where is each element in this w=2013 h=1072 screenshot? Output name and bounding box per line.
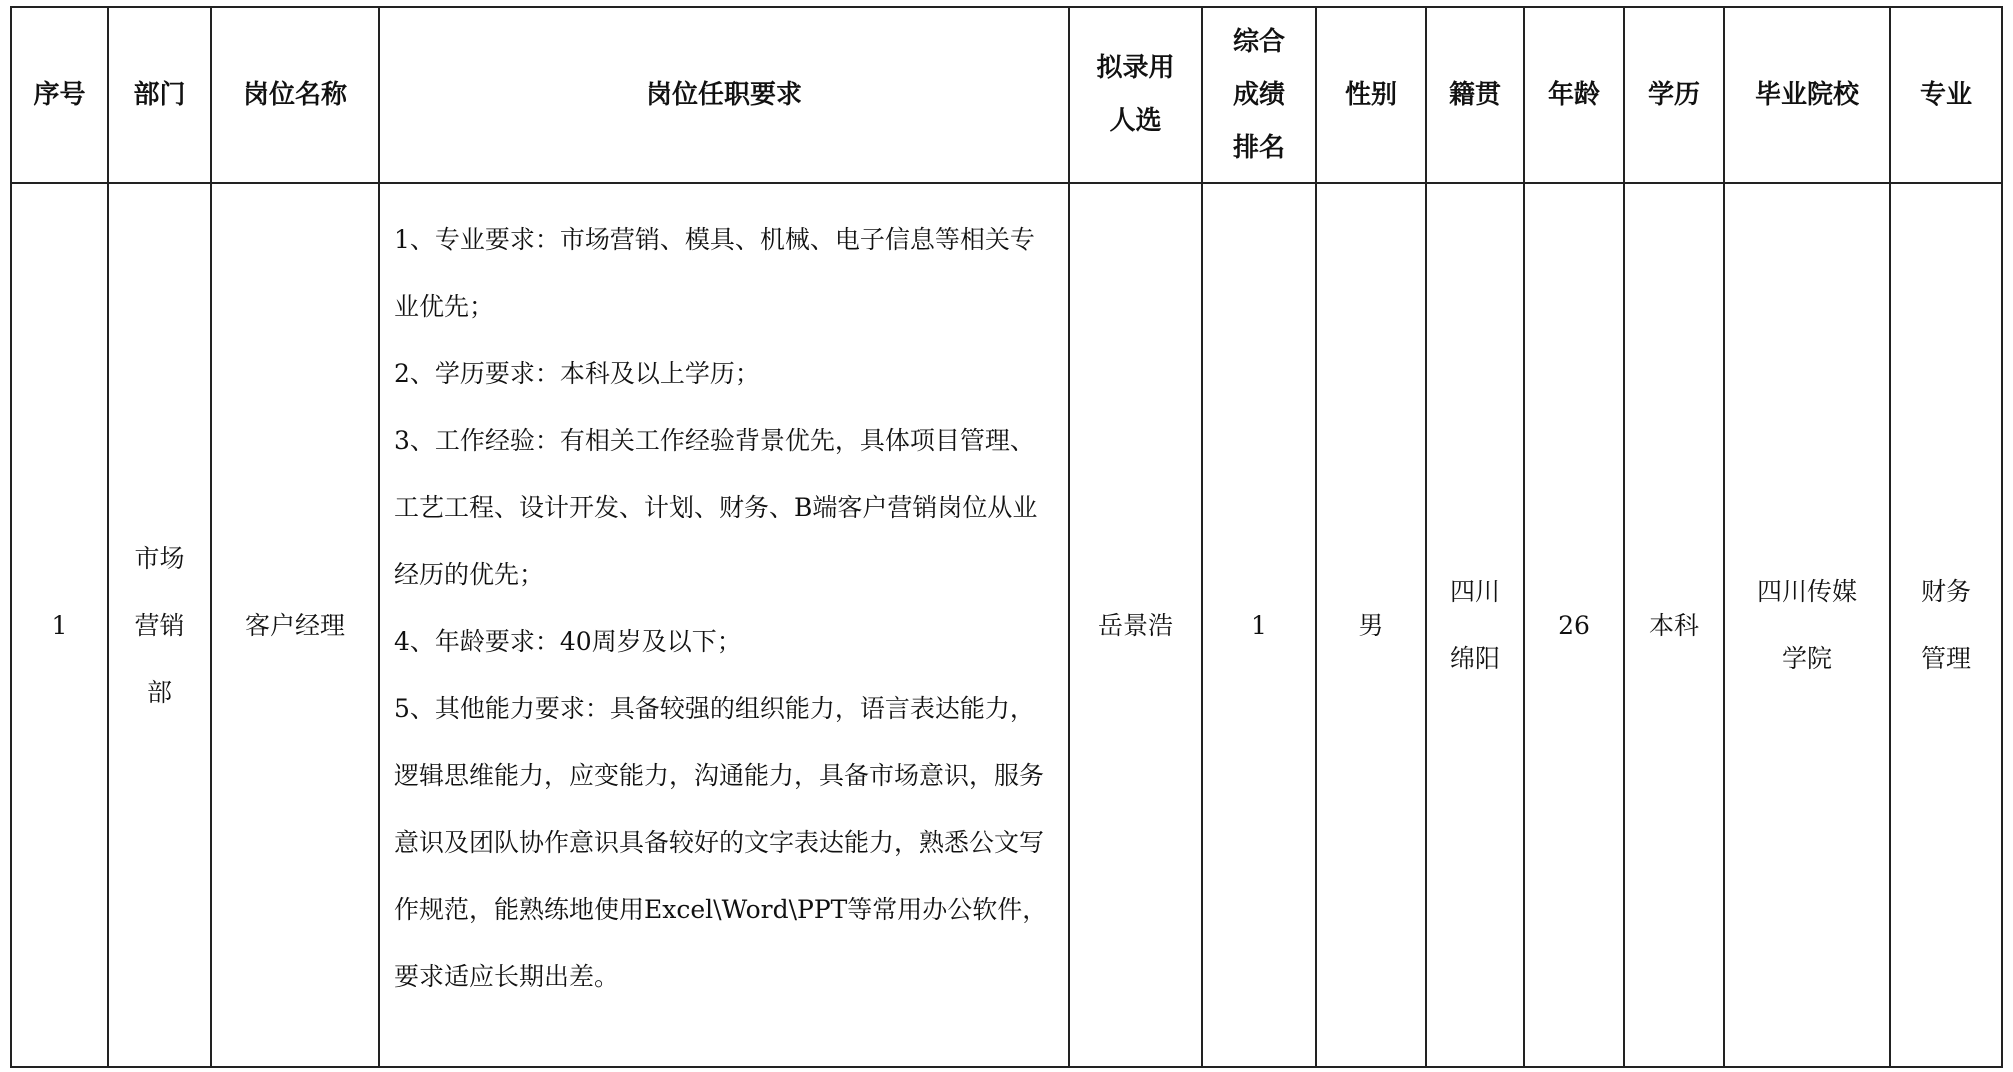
cell-gender: 男 — [1316, 183, 1426, 1067]
header-index: 序号 — [11, 7, 108, 183]
requirement-item: 1、专业要求：市场营销、模具、机械、电子信息等相关专业优先； — [394, 225, 1035, 321]
header-department: 部门 — [108, 7, 211, 183]
recruitment-table — [10, 6, 2003, 1068]
header-row — [11, 7, 2002, 183]
header-requirements: 岗位任职要求 — [379, 7, 1069, 183]
header-age: 年龄 — [1524, 7, 1624, 183]
table-body — [11, 183, 2002, 1067]
requirement-item: 3、工作经验：有相关工作经验背景优先，具体项目管理、工艺工程、设计开发、计划、财务、B端客户营销岗位从业经历的优先； — [394, 426, 1038, 589]
header-school: 毕业院校 — [1724, 7, 1890, 183]
requirement-item: 2、学历要求：本科及以上学历； — [394, 359, 760, 388]
header-education: 学历 — [1624, 7, 1724, 183]
cell-major: 财务 管理 — [1890, 183, 2002, 1067]
cell-school: 四川传媒 学院 — [1724, 183, 1890, 1067]
header-hometown: 籍贯 — [1426, 7, 1524, 183]
recruitment-table-container — [10, 6, 2003, 1068]
requirement-item: 4、年龄要求：40周岁及以下； — [394, 627, 742, 656]
table-row — [11, 183, 2002, 1067]
cell-requirements — [379, 183, 1069, 1067]
cell-candidate: 岳景浩 — [1069, 183, 1202, 1067]
table-header — [11, 7, 2002, 183]
header-rank: 综合 成绩 排名 — [1202, 7, 1316, 183]
header-gender: 性别 — [1316, 7, 1426, 183]
header-candidate: 拟录用 人选 — [1069, 7, 1202, 183]
cell-position: 客户经理 — [211, 183, 379, 1067]
requirement-item: 5、其他能力要求：具备较强的组织能力，语言表达能力，逻辑思维能力，应变能力，沟通能力，具备市场意识，服务意识及团队协作意识具备较好的文字表达能力，熟悉公文写作规范，能熟练地使用Excel\Word\PPT等常用办公软件，要求适应长期出差。 — [394, 694, 1048, 991]
cell-hometown: 四川 绵阳 — [1426, 183, 1524, 1067]
header-position: 岗位名称 — [211, 7, 379, 183]
cell-department: 市场 营销 部 — [108, 183, 211, 1067]
header-major: 专业 — [1890, 7, 2002, 183]
cell-rank: 1 — [1202, 183, 1316, 1067]
cell-age: 26 — [1524, 183, 1624, 1067]
cell-index: 1 — [11, 183, 108, 1067]
cell-education: 本科 — [1624, 183, 1724, 1067]
